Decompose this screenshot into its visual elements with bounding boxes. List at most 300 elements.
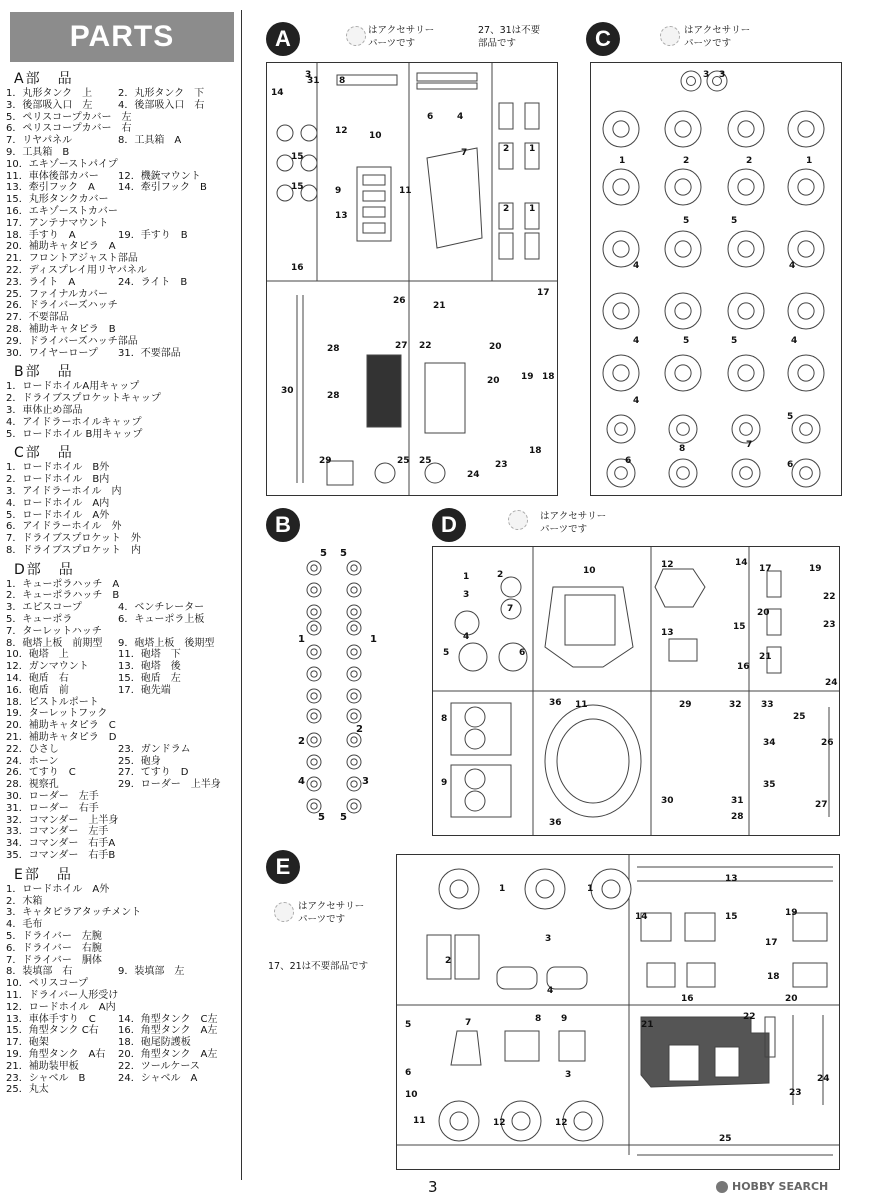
sprue-d-note: はアクセサリー パーツです [540,511,607,535]
wheel-hub [798,121,814,137]
wheel-hub [800,467,813,480]
svg-text:5: 5 [683,216,690,226]
svg-text:36: 36 [549,698,562,708]
part-row [6,381,246,393]
svg-text:4: 4 [633,396,640,406]
part-row [6,638,246,650]
wheel-hub [311,693,317,699]
svg-text:17: 17 [537,288,550,298]
part-name [118,533,246,545]
svg-text:5: 5 [787,412,794,422]
svg-text:19: 19 [521,372,534,382]
part-name: 7．リヤパネル [6,135,73,147]
svg-text:4: 4 [633,261,640,271]
part-name: 24．ホーン [6,755,59,767]
svg-text:7: 7 [465,1018,472,1028]
svg-text:1: 1 [298,634,305,645]
svg-text:21: 21 [759,652,772,662]
part-row [6,230,246,242]
part-row [6,767,246,779]
part-name: 8．砲塔上板 前期型 [6,637,103,649]
part-name: 6．アイドラーホイル 外 [6,521,122,533]
part-name [118,289,246,301]
svg-text:33: 33 [761,700,774,710]
part-row [6,417,246,429]
wheel-hub [738,241,754,257]
sprue-c-frame [590,62,842,496]
part-row [6,649,246,661]
wheel-hub [450,880,468,898]
part-name: 3．キャタピラアタッチメント [6,907,142,919]
wheel-hub [738,121,754,137]
wheel-hub [613,365,629,381]
part-name: 11．ドライバー人形受け [6,989,119,1001]
wheel-hub [351,737,357,743]
wheel-hub [351,565,357,571]
part-row [6,312,246,324]
part-row [6,486,246,498]
part-row [6,265,246,277]
part-name: 5．ペリスコープカバー 左 [6,111,132,123]
part-name: 12．ガンマウント [6,661,89,673]
part-row [6,626,246,638]
part-name: 24．ライト B [118,276,188,288]
svg-text:3: 3 [565,1070,572,1080]
wheel-hub [311,713,317,719]
part-row [6,1014,246,1026]
wheel-hub [311,609,317,615]
part-name: 25．丸太 [6,1084,49,1096]
part-row [6,241,246,253]
wheel-hub [311,759,317,765]
part-name: 12．ロードホイル A内 [6,1001,116,1013]
part-name [118,720,246,732]
part-name: 1．ロードホイル A外 [6,883,110,895]
part-row [6,405,246,417]
svg-text:15: 15 [291,152,304,162]
part-name [118,545,246,557]
part-name [118,815,246,827]
svg-text:9: 9 [561,1014,568,1024]
part-row [6,159,246,171]
part-name: 20．補助キャタピラ C [6,720,116,732]
part-row [6,955,246,967]
part-row [6,919,246,931]
wheel-hub [675,179,691,195]
svg-text:14: 14 [635,912,648,922]
part-name [118,218,246,230]
svg-text:5: 5 [340,812,347,823]
svg-text:18: 18 [542,372,555,382]
part-row [6,826,246,838]
part-name: 8．工具箱 A [118,135,182,147]
svg-text:24: 24 [825,678,838,688]
part-name [118,324,246,336]
part-row [6,884,246,896]
sprue-a-badge: A [266,22,300,56]
part-row [6,88,246,100]
svg-text:12: 12 [555,1118,568,1128]
part-name: 18．砲尾防護板 [118,1037,191,1049]
svg-text:22: 22 [419,341,432,351]
part-name: 13．車体手すり C [6,1013,96,1025]
part-name: 15．砲盾 左 [118,673,181,685]
wheel-hub [351,713,357,719]
part-row [6,756,246,768]
svg-text:12: 12 [335,126,348,136]
sprue-a-frame [266,62,558,496]
part-name: 2．キューポラハッチ B [6,590,120,602]
part-name [118,626,246,638]
svg-text:19: 19 [809,564,822,574]
wheel-hub [800,423,813,436]
svg-text:12: 12 [493,1118,506,1128]
svg-text:16: 16 [737,662,750,672]
part-row [6,521,246,533]
part-row [6,194,246,206]
svg-text:19: 19 [785,908,798,918]
svg-text:6: 6 [405,1068,412,1078]
part-name: 13．砲塔 後 [118,661,181,673]
part-row [6,135,246,147]
svg-text:7: 7 [461,148,468,158]
part-row [6,943,246,955]
sprue-a-unused-note: 27、31は不要 部品です [478,25,541,49]
wheel-hub [738,365,754,381]
part-row [6,815,246,827]
svg-text:4: 4 [457,112,464,122]
part-name: 26．ドライバーズハッチ [6,300,118,312]
part-row [6,171,246,183]
part-name: 10．ペリスコープ [6,978,89,990]
part-name [118,474,246,486]
svg-text:11: 11 [399,186,412,196]
svg-text:1: 1 [619,156,626,166]
svg-text:6: 6 [787,460,794,470]
part-row [6,510,246,522]
part-name: 16．角型タンク A左 [118,1025,218,1037]
part-name [118,708,246,720]
svg-text:3: 3 [305,70,312,80]
part-name [118,253,246,265]
wheel-hub [613,303,629,319]
part-name: 9．装填部 左 [118,966,185,978]
sprue-c-badge: C [586,22,620,56]
part-name [118,919,246,931]
part-name [118,159,246,171]
svg-text:5: 5 [405,1020,412,1030]
svg-text:1: 1 [499,884,506,894]
svg-text:25: 25 [719,1134,732,1144]
part-row [6,1084,246,1096]
part-name: 26．てすり C [6,767,76,779]
part-name: 28．視察孔 [6,779,59,791]
part-row [6,100,246,112]
part-name: 7．ターレットハッチ [6,625,102,637]
wheel-hub [311,565,317,571]
svg-text:5: 5 [340,548,347,559]
svg-text:10: 10 [405,1090,418,1100]
part-name: 3．エピスコープ [6,602,82,614]
column-divider [241,10,242,1180]
svg-text:5: 5 [320,548,327,559]
wheel-hub [311,649,317,655]
part-row [6,602,246,614]
svg-text:17: 17 [765,938,778,948]
svg-text:2: 2 [445,956,452,966]
svg-text:3: 3 [703,70,710,80]
part-row [6,661,246,673]
svg-text:20: 20 [487,376,500,386]
part-name: 10．エキゾーストパイプ [6,158,118,170]
svg-text:20: 20 [785,994,798,1004]
svg-text:13: 13 [661,628,674,638]
part-name: 14．砲盾 右 [6,673,69,685]
svg-text:2: 2 [503,144,510,154]
part-name [118,697,246,709]
part-name: 2．木箱 [6,895,43,907]
svg-text:25: 25 [793,712,806,722]
part-row [6,803,246,815]
page-number: 3 [428,1178,438,1196]
svg-text:18: 18 [529,446,542,456]
sprue-b-caps [296,544,382,834]
part-name: 10．砲塔 上 [6,649,69,661]
part-row [6,462,246,474]
svg-text:3: 3 [545,934,552,944]
part-row [6,907,246,919]
part-name: 23．ガンドラム [118,743,191,755]
wheel-hub [615,467,628,480]
watermark-logo-icon [716,1181,728,1193]
svg-text:36: 36 [549,818,562,828]
part-name [118,791,246,803]
svg-text:8: 8 [441,714,448,724]
part-name [118,955,246,967]
part-name [118,732,246,744]
wheel-hub [311,587,317,593]
part-name [118,884,246,896]
part-name: 7．ドライブスプロケット 外 [6,533,141,545]
wheel-hub [450,1112,468,1130]
svg-text:8: 8 [535,1014,542,1024]
part-name: 31．ローダー 右手 [6,802,99,814]
svg-text:6: 6 [625,456,632,466]
part-row [6,545,246,557]
svg-text:1: 1 [806,156,813,166]
svg-text:28: 28 [731,812,744,822]
wheel-hub [351,671,357,677]
part-row [6,1073,246,1085]
sprue-e-drawing [397,855,839,1169]
svg-text:1: 1 [463,572,470,582]
svg-text:22: 22 [823,592,836,602]
wheel-hub [675,365,691,381]
part-row [6,336,246,348]
part-name: 17．アンテナマウント [6,217,109,229]
svg-text:2: 2 [298,736,305,747]
svg-text:26: 26 [393,296,406,306]
part-name: 9．工具箱 B [6,146,70,158]
part-name [118,194,246,206]
svg-text:23: 23 [823,620,836,630]
svg-text:4: 4 [547,986,554,996]
part-name [118,990,246,1002]
part-name: 29．ドライバーズハッチ部品 [6,335,138,347]
svg-text:30: 30 [281,386,294,396]
part-name: 22．ひさし [6,743,59,755]
svg-text:20: 20 [489,342,502,352]
part-name: 22．ツールケース [118,1060,200,1072]
part-name: 25．砲身 [118,755,161,767]
svg-text:2: 2 [497,570,504,580]
sprue-a-note: はアクセサリー パーツです [368,25,435,49]
svg-text:27: 27 [395,341,408,351]
part-row [6,720,246,732]
section-title: C部 品 [14,445,74,462]
part-name: 4．アイドラーホイルキャップ [6,416,142,428]
part-row [6,1002,246,1014]
svg-text:7: 7 [507,604,514,614]
wheel-hub [351,803,357,809]
sprue-d-drawing [433,547,839,835]
part-name [118,896,246,908]
part-name: 5．ロードホイル A外 [6,509,110,521]
part-name: 8．装填部 右 [6,966,73,978]
sprue-b-frame [296,544,382,834]
part-name [118,265,246,277]
part-row [6,1049,246,1061]
part-row [6,393,246,405]
svg-text:8: 8 [679,444,686,454]
part-row [6,744,246,756]
part-name: 4．ベンチレーター [118,602,205,614]
part-name: 6．ドライバー 右腕 [6,942,102,954]
svg-text:3: 3 [463,590,470,600]
part-name: 3．後部吸入口 左 [6,99,93,111]
part-name: 30．ワイヤーロープ [6,347,98,359]
part-row [6,850,246,862]
part-name: 18．手すり A [6,229,76,241]
part-row [6,147,246,159]
part-name: 20．補助キャタピラ A [6,241,116,253]
wheel-hub [351,693,357,699]
sprue-c-note: はアクセサリー パーツです [684,25,751,49]
svg-text:4: 4 [789,261,796,271]
wheel-hub [311,671,317,677]
svg-text:4: 4 [633,336,640,346]
svg-text:4: 4 [463,632,470,642]
part-name: 2．丸形タンク 下 [118,88,205,99]
wheel-hub [798,303,814,319]
wheel-hub [675,241,691,257]
accessory-gear-icon [274,902,294,922]
svg-text:2: 2 [503,204,510,214]
part-name: 1．キューポラハッチ A [6,578,120,590]
part-name [118,943,246,955]
part-name: 19．角型タンク A右 [6,1048,106,1060]
part-name: 13．牽引フック A [6,182,95,194]
svg-text:15: 15 [291,182,304,192]
part-name [118,336,246,348]
part-name [118,521,246,533]
wheel-hub [675,121,691,137]
part-row [6,697,246,709]
part-name: 16．エキゾーストカバー [6,205,118,217]
part-name [118,803,246,815]
svg-text:32: 32 [729,700,742,710]
svg-text:13: 13 [725,874,738,884]
part-name [118,429,246,441]
svg-text:3: 3 [362,776,369,787]
svg-text:27: 27 [815,800,828,810]
part-name: 5．キューポラ [6,614,73,626]
part-row [6,791,246,803]
wheel-hub [798,241,814,257]
part-row [6,324,246,336]
wheel-hub [351,781,357,787]
part-name: 1．ロードホイル B外 [6,462,110,474]
svg-text:25: 25 [397,456,410,466]
wheel-hub [677,467,690,480]
part-name: 28．補助キャタピラ B [6,323,116,335]
part-row [6,966,246,978]
wheel-hub [798,365,814,381]
part-row [6,218,246,230]
wheel-hub [536,880,554,898]
part-name: 24．シャベル A [118,1072,198,1084]
wheel-hub [574,1112,592,1130]
parts-list [6,66,246,1096]
part-row [6,931,246,943]
svg-text:29: 29 [319,456,332,466]
svg-text:5: 5 [683,336,690,346]
part-name: 12．機銃マウント [118,170,201,182]
part-name: 21．補助装甲板 [6,1060,79,1072]
svg-text:9: 9 [335,186,342,196]
svg-text:16: 16 [681,994,694,1004]
wheel-hub [613,241,629,257]
svg-text:11: 11 [413,1116,426,1126]
svg-text:13: 13 [335,211,348,221]
svg-text:10: 10 [369,131,382,141]
part-name: 5．ドライバー 左腕 [6,931,102,942]
svg-text:16: 16 [291,263,304,273]
wheel-hub [311,625,317,631]
part-name: 19．ターレットフック [6,708,108,720]
section-title: E部 品 [14,866,73,883]
svg-text:9: 9 [441,778,448,788]
wheel-hub [351,759,357,765]
wheel-hub [740,423,753,436]
svg-text:24: 24 [817,1074,830,1084]
part-name: 2．ロードホイル B内 [6,474,110,486]
svg-text:28: 28 [327,391,340,401]
wheel-hub [740,467,753,480]
part-row [6,978,246,990]
svg-text:2: 2 [356,724,363,735]
wheel-hub [512,1112,530,1130]
part-row [6,1061,246,1073]
svg-text:24: 24 [467,470,480,480]
sprue-e-frame [396,854,840,1170]
part-name [118,838,246,850]
part-name: 16．砲盾 前 [6,684,69,696]
svg-text:22: 22 [743,1012,756,1022]
svg-text:3: 3 [719,70,726,80]
part-row [6,123,246,135]
wheel-hub [351,625,357,631]
